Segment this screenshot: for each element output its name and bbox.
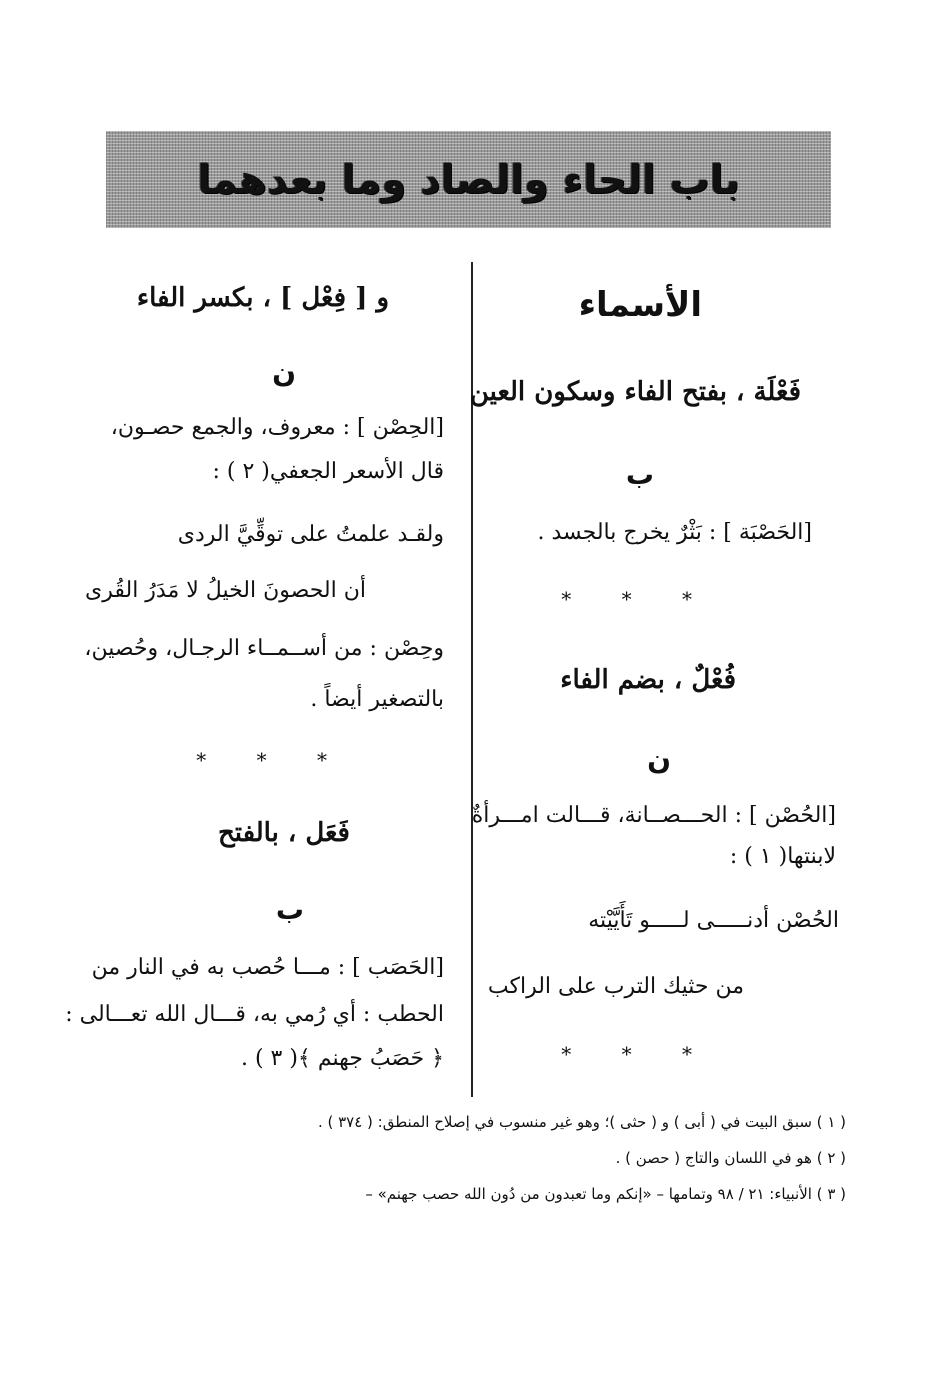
letter-heading: ن bbox=[272, 356, 296, 389]
entry-text: ﴿ حَصَبُ جهنم ﴾( ٣ ) . bbox=[240, 1046, 444, 1071]
entry-text: بالتصغير أيضاً . bbox=[310, 687, 444, 712]
chapter-banner bbox=[106, 131, 831, 228]
verse-line: من حثيك الترب على الراكب bbox=[487, 974, 744, 999]
pattern-heading: و [ فِعْل ] ، بكسر الفاء bbox=[136, 283, 389, 313]
separator-stars: * * * bbox=[196, 748, 349, 772]
footnote: ( ١ ) سبق البيت في ( أبى ) و ( حثى )؛ وهو غير منسوب في إصلاح المنطق: ( ٣٧٤ ) . bbox=[317, 1113, 846, 1131]
entry-text: [الحُصْن ] : الحـــصــانة، قـــالت امـــرأةٌ bbox=[471, 803, 836, 828]
footnote: ( ٣ ) الأنبياء: ٢١ / ٩٨ وتمامها – «إنكم وما تعبدون من دُون الله حصب جهنم» – bbox=[365, 1185, 846, 1203]
pattern-heading: فُعْلٌ ، بضم الفاء bbox=[560, 665, 736, 695]
entry-text: قال الأسعر الجعفي( ٢ ) : bbox=[212, 459, 444, 484]
chapter-title: باب الحاء والصاد وما بعدهما bbox=[197, 156, 740, 203]
letter-heading: ن bbox=[647, 743, 671, 776]
letter-heading: ب bbox=[625, 458, 654, 491]
entry-text: [الحِصْن ] : معروف، والجمع حصـون، bbox=[110, 415, 444, 440]
entry-text: لابنتها( ١ ) : bbox=[729, 844, 836, 869]
section-heading: الأسماء bbox=[578, 285, 702, 325]
verse-line: الحُصْن أدنـــــى لـــــو تَأَيَّيْته bbox=[588, 908, 839, 933]
verse-line: أن الحصونَ الخيلُ لا مَدَرُ القُرى bbox=[85, 578, 366, 603]
letter-heading: ب bbox=[275, 893, 304, 926]
entry-text: [الحَصْبَة ] : بَثْرٌ يخرج بالجسد . bbox=[537, 520, 812, 545]
footnote: ( ٢ ) هو في اللسان والتاج ( حصن ) . bbox=[615, 1149, 846, 1167]
separator-stars: * * * bbox=[561, 587, 714, 611]
pattern-heading: فَعَل ، بالفتح bbox=[217, 818, 350, 848]
separator-stars: * * * bbox=[561, 1042, 714, 1066]
entry-text: وحِصْن : من أســمــاء الرجـال، وحُصين، bbox=[84, 636, 444, 661]
verse-line: ولقـد علمتُ على توقِّيَّ الردى bbox=[177, 522, 444, 547]
entry-text: الحطب : أي رُمي به، قـــال الله تعـــالى : bbox=[65, 1002, 444, 1027]
entry-text: [الحَصَب ] : مـــا حُصب به في النار من bbox=[91, 955, 444, 980]
pattern-heading: فَعْلَة ، بفتح الفاء وسكون العين bbox=[469, 377, 801, 407]
